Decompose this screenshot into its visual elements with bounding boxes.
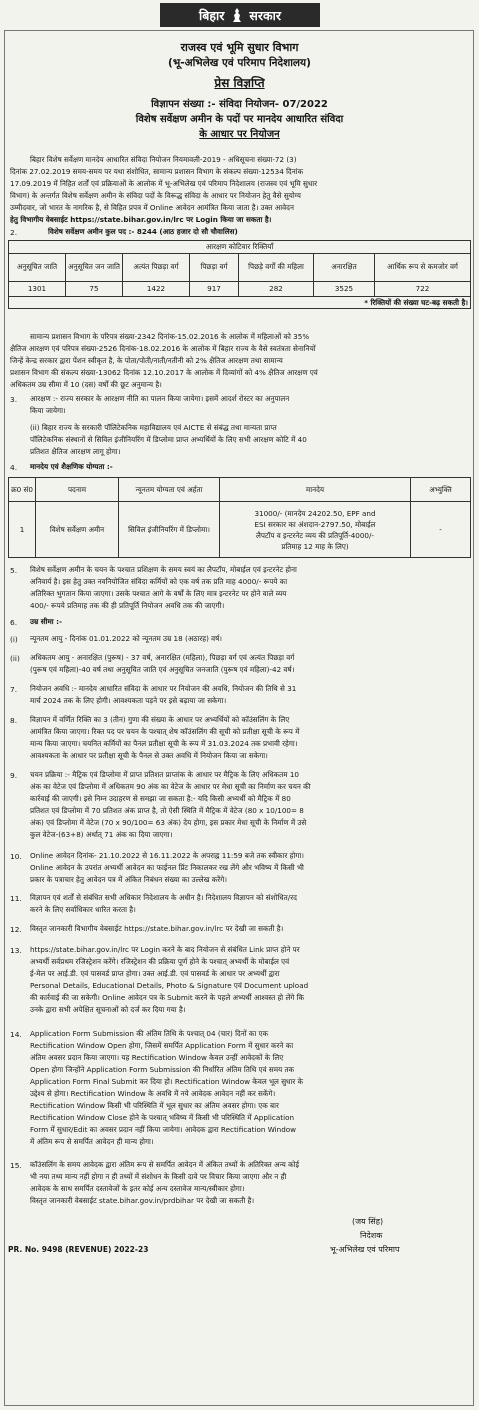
table-cell: 3525 xyxy=(314,281,375,296)
text-line: अतिरिक्त भुगतान किया जाएगा। उसके पश्चात आगे के वर्षों के लिए मात्र इन्टरनेट पर होने वाले व्यय xyxy=(30,589,287,598)
text-line: आमंत्रित किया जाएगा। रिक्त पद पर चयन के पश्चात् शेष कॉउंसलिंग की सूची को प्रतीक्षा सूची के रूप में xyxy=(30,727,300,736)
table-header: अभ्युक्ति xyxy=(411,478,471,502)
subject-line-1: विशेष सर्वेक्षण अमीन के पदों पर मानदेय आधारित संविदा xyxy=(135,114,344,125)
text-line: किया जायेगा। xyxy=(30,406,66,415)
table-header: अनुसूचित जाति xyxy=(9,253,66,281)
table-cell: 917 xyxy=(190,281,239,296)
text-line: सामान्य प्रशासन विभाग के परिपत्र संख्या-2342 दिनांक-15.02.2016 के आलोक में महिलाओं को 35% xyxy=(30,332,310,341)
item-number: 8. xyxy=(10,716,18,725)
table-cell: सिविल इंजीनियरिंग में डिप्लोमा। xyxy=(119,502,220,558)
item-number: 13. xyxy=(10,946,22,955)
table-header: अनारक्षित xyxy=(314,253,375,281)
text-line: प्रकार के पत्राचार हेतु आवेदन पत्र में अंकित निबंधन संख्या का उल्लेख करेंगे। xyxy=(30,875,228,884)
text-line: दिनांक 27.02.2019 समय-समय पर यथा संशोधित, सामान्य प्रशासन विभाग के संकल्प संख्या-12534 दिनांक xyxy=(10,167,304,176)
text-line: अधिकतम आयु - अनारक्षित (पुरूष) - 37 वर्ष, अनारक्षित (महिला), पिछड़ा वर्ग एवं अत्यंत पिछड़ा वर्ग xyxy=(30,653,295,662)
text-line: आरक्षण :- राज्य सरकार के आरक्षण नीति का पालन किया जायेगा। इसमें आदर्श रोस्टर का अनुपालन xyxy=(30,394,290,403)
table-cell: 1422 xyxy=(123,281,190,296)
text-line: अनिवार्य है। इस हेतु उक्त नवनियोजित संविदा कर्मियों को एक वर्ष तक प्रति माह 4000/- रूपये का xyxy=(30,577,288,586)
text-line: विभाग) के अन्तर्गत विशेष सर्वेक्षण अमीन के संविदा पदों के विरूद्ध संविदा के आधार पर नियोजन हेतु वैसे सुयोग्य xyxy=(10,191,301,200)
text-line: अंक का वेटेज एवं डिप्लोमा में अधिकतम 90 अंक का वेटेज के आधार पर मेधा सूची का निर्माण कर चयन की xyxy=(30,782,311,791)
government-masthead xyxy=(160,3,320,27)
text-line: आवश्यकता के आधार पर प्रतीक्षा सूची के पैनल से उक्त अवधि में नियोजन किया जा सकेगा। xyxy=(30,751,268,760)
text-line: क्षैतिज आरक्षण एवं परिपत्र संख्या-2526 दिनांक-18.02.2016 के आलोक में बिहार राज्य के वैसे स्वतंत्रता सेनानियों xyxy=(10,344,316,353)
masthead-left: बिहार xyxy=(199,7,225,23)
text-line: हेतु विभागीय वेबसाईट https://state.bihar.gov.in/lrc पर Login किया जा सकता है। xyxy=(10,215,272,224)
text-line: बिहार विशेष सर्वेक्षण मानदेय आधारित संविदा नियोजन नियमावली-2019 - अधिसूचना संख्या-72 (3) xyxy=(30,155,297,164)
text-line: अंतिम अवसर प्रदान किया जाएगा। यह Rectification Window केवल उन्हीं आवेदकों के लिए xyxy=(30,1053,284,1062)
sub-item-number: (i) xyxy=(10,635,18,644)
text-line: की कार्रवाई की जा सकेगी। Online आवेदन पत्र के Submit करने के पहले अभ्यर्थी आश्वस्त हो लेंगे कि xyxy=(30,993,305,1002)
text-line: उनके द्वारा सभी अपेक्षित सूचनाओं को दर्ज कर दिया गया है। xyxy=(30,1005,186,1014)
text-line: ESI सरकार का अंशदान-2797.50, मोबाईल xyxy=(254,519,376,529)
reservation-table xyxy=(8,240,471,309)
item-number: 9. xyxy=(10,771,18,780)
reservation-table-title: आरक्षण कोटिवार रिक्तियाँ xyxy=(9,241,471,254)
text-line: नियोजन अवधि :- मानदेय आधारित संविदा के आधार पर नियोजन की अवधि, नियोजन की तिथि से 31 xyxy=(30,684,297,693)
item-number: 12. xyxy=(10,925,22,934)
item-number: 2. xyxy=(10,228,18,237)
table-cell: 722 xyxy=(375,281,471,296)
item-number: 6. xyxy=(10,618,18,627)
directorate-title: (भू-अभिलेख एवं परिमाप निदेशालय) xyxy=(168,57,311,69)
text-line: Application Form Submission की अंतिम तिथि के पश्चात् 04 (चार) दिनों का एक xyxy=(30,1029,269,1038)
text-line: Personal Details, Educational Details, Photo & Signature एवं Document upload xyxy=(30,981,309,990)
text-line: (पुरूष एवं महिला)-40 वर्ष तथा अनुसूचित जाति एवं अनुसूचित जनजाति (पुरूष एवं महिला)-42 वर्ष। xyxy=(30,665,295,674)
text-line: Open होगा जिन्होंने Application Form Submission की निर्धारित अंतिम तिथि एवं समय तक xyxy=(30,1065,295,1074)
text-line: 400/- रूपये प्रतिमाह तक की ही प्रतिपूर्ति नियोजन अवधि तक की जाएगी। xyxy=(30,601,225,610)
item-number: 14. xyxy=(10,1030,22,1039)
text-line: प्रतिशत एवं डिप्लोमा में 70 प्रतिशत अंक प्राप्त है, तो ऐसी स्थिति में मैट्रिक में वेटेज (80 x 10/100= 8 xyxy=(30,806,304,815)
text-line: उम्मीदवार, जो भारत के नागरिक है, से विहित प्रपत्र में Online आवेदन आमंत्रित किया जाता है। उक्त आवेदन xyxy=(10,203,294,212)
table-cell: 75 xyxy=(66,281,123,296)
text-line: Rectification Window Close होने के पश्चात् भविष्य में किसी भी परिस्थिति में Application xyxy=(30,1113,295,1122)
table-header: पिछड़ा वर्ग xyxy=(190,253,239,281)
signatory-name: (जय सिंह) xyxy=(352,1217,384,1226)
text-line: उद्देश्य से होगा। Rectification Window के अवधि में नये आवेदक आवेदन नहीं कर सकेंगे। xyxy=(30,1089,276,1098)
item-number: 15. xyxy=(10,1161,22,1170)
text-line: Rectification Window Open होगा, जिसमें समर्पित Application Form में सुधार करने का xyxy=(30,1041,294,1050)
text-line: विज्ञापन में वर्णित रिक्ति का 3 (तीन) गुणा की संख्या के आधार पर अभ्यर्थियों को कॉउंसलिंग के लिए xyxy=(30,715,290,724)
text-line: विशेष सर्वेक्षण अमीन के चयन के पश्चात प्रशिक्षण के समय स्वयं का लैपटॉप, मोबाईल एवं इन्टरनेट होना xyxy=(30,565,297,574)
text-line: चयन प्रक्रिया :- मैट्रिक एवं डिप्लोमा में प्राप्त प्रतिशत प्राप्तांक के आधार पर मैट्रिक के लिए अधिकतम 10 xyxy=(30,770,300,779)
press-release-title: प्रेस विज्ञप्ति xyxy=(214,76,265,90)
text-line: जिन्हें केन्द्र सरकार द्वारा पेंशन स्वीकृत है, के पोता/पोती/नाती/नतीनी को 2% क्षैतिज आरक्षण तथा सामान्य xyxy=(10,356,283,365)
pay-qualification-table xyxy=(8,477,471,558)
table-cell: विशेष सर्वेक्षण अमीन xyxy=(36,502,119,558)
text-line: कार्रवाई की जाएगी। इसे निम्न उदाहरण से समझा जा सकता है:- यदि किसी अभ्यर्थी को मैट्रिक में 80 xyxy=(30,794,291,803)
text-line: https://state.bihar.gov.in/lrc पर Login करने के बाद नियोजन से संबंधित Link प्राप्त होने पर xyxy=(30,945,300,954)
text-line: विस्तृत जानकारी वेबसाईट state.bihar.gov.in/prdbihar पर देखी जा सकती है। xyxy=(30,1196,255,1205)
item-number: 10. xyxy=(10,852,22,861)
text-line: मान्य किया जाएगा। चयनित कर्मियों का पैनल प्रतीक्षा सूची के रूप में 31.03.2024 तक प्रभावी रहेगा। xyxy=(30,739,298,748)
table-header: पदनाम xyxy=(36,478,119,502)
text-line: अंक) एवं डिप्लोमा में वेटेज (70 x 90/100= 63 अंक) देय होगा, इस प्रकार मेधा सूची के निर्माण में उसे xyxy=(30,818,307,827)
table-cell: 1 xyxy=(9,502,36,558)
text-line: Form में सुधार/Edit का अवसर प्रदान नहीं किया जायेगा। आवेदक द्वारा Rectification Window xyxy=(30,1125,297,1134)
text-line: प्रतिशत क्षैतिज आरक्षण लागू होगा। xyxy=(30,447,121,456)
signatory-designation: निदेशक xyxy=(360,1231,383,1240)
pr-reference: PR. No. 9498 (REVENUE) 2022-23 xyxy=(8,1245,149,1254)
advertisement-number: विज्ञापन संख्या :- संविदा नियोजन- 07/2022 xyxy=(151,99,328,110)
text-line: कुल वेटेज-(63+8) अर्थात् 71 अंक का दिया जाएगा। xyxy=(30,830,173,839)
department-title: राजस्व एवं भूमि सुधार विभाग xyxy=(180,41,299,54)
text-line: आवेदक के साथ समर्पित दस्तावेजों के इतर कोई अन्य दस्तावेज मान्य/स्वीकार होगा। xyxy=(30,1184,245,1193)
text-line: मार्च 2024 तक के लिए होगी। आवश्यकता पड़ने पर इसे बढ़ाया जा सकेगा। xyxy=(30,696,227,705)
table-cell: - xyxy=(411,502,471,558)
table-header: मानदेय xyxy=(220,478,411,502)
table-header: न्यूनतम योग्यता एवं अर्हता xyxy=(119,478,220,502)
item-number: 3. xyxy=(10,395,18,404)
vacancy-note: * रिक्तियों की संख्या घट-बढ़ सकती है। xyxy=(9,296,471,309)
text-line: अधिकतम उम्र सीमा में 10 (दस) वर्षों की छूट अनुमान्य है। xyxy=(10,380,162,389)
table-header: आर्थिक रूप से कमजोर वर्ग xyxy=(375,253,471,281)
text-line: ई-मेल पर आई.डी. एवं पासवर्ड प्राप्त होगा। उक्त आई.डी. एवं पासवर्ड के आधार पर अभ्यर्थी द्वारा xyxy=(30,969,280,978)
text-line: Rectification Window किसी भी परिस्थिति में भूल सुधार का अंतिम अवसर होगा। एक बार xyxy=(30,1101,279,1110)
text-line: 31000/- (मानदेय 24202.50, EPF and xyxy=(254,508,376,518)
text-line: 17.09.2019 में निहित शर्तों एवं प्रक्रियाओं के आलोक में भू-अभिलेख एवं परिमाप निदेशालय (राजस्व एवं भूमि सुधार xyxy=(10,179,318,188)
table-cell: 1301 xyxy=(9,281,66,296)
table-header: क्र0 सं0 xyxy=(9,478,36,502)
text-line: पॉलिटेकनिक संस्थानों से सिविल इंजीनियरिंग में डिप्लोमा प्राप्त अभ्यर्थियों के लिए सभी आरक्षण कोटि में 40 xyxy=(30,435,307,444)
text-line: (ii) बिहार राज्य के सरकारी पॉलिटेकनिक महाविद्यालय एवं AICTE से संबंद्ध तथा मान्यता प्राप्त xyxy=(30,423,277,432)
text-line: Application Form Final Submit कर दिया हो। Rectification Window केवल भूल सुधार के xyxy=(30,1077,304,1086)
text-line: Online आवेदन दिनांक- 21.10.2022 से 16.11.2022 के अपराह्न 11:59 बजे तक स्वीकार होगा। xyxy=(30,851,304,860)
text-line: प्रतिमाह 12 माह के लिए) xyxy=(281,541,349,551)
table-cell: 282 xyxy=(239,281,314,296)
table-header: अत्यंत पिछड़ा वर्ग xyxy=(123,253,190,281)
subject-line-2: के आधार पर नियोजन xyxy=(199,129,280,140)
text-line: प्रशासन विभाग की संकल्प संख्या-13062 दिनांक 12.10.2017 के आलोक में दिव्यांगों को 4% क्षैतिज आरक्षण एवं xyxy=(10,368,318,377)
text-line: अभ्यर्थी सर्वप्रथम रजिस्ट्रेशन करेंगे। रजिस्ट्रेशन की प्रक्रिया पूर्ण होने के पश्चात् अभ्यर्थी के मोबाईल एवं xyxy=(30,957,290,966)
masthead-right: सरकार xyxy=(249,7,281,23)
section-heading: उम्र सीमा :- xyxy=(30,617,62,626)
text-line: विस्तृत जानकारी विभागीय वेबसाईट https://state.bihar.gov.in/lrc पर देखी जा सकती है। xyxy=(30,924,284,933)
text-line: Online आवेदन के उपरांत अभ्यर्थी आवेदन का फाईनल प्रिंट निकालकर रख लेंगे और भविष्य में किसी भी xyxy=(30,863,304,872)
state-emblem-icon xyxy=(230,7,243,24)
section-heading: मानदेय एवं शैक्षणिक योग्यता :- xyxy=(30,462,113,471)
text-line: कॉउंसलिंग के समय आवेदक द्वारा अंतिम रूप से समर्पित आवेदन में अंकित तथ्यों के अतिरिक्त अन्य कोई xyxy=(30,1160,300,1169)
text-line: विज्ञापन एवं शर्तों से संबंधित सभी अधिकार निदेशालय के अधीन है। निदेशालय विज्ञापन को संशोधित/रद xyxy=(30,893,297,902)
total-posts: विशेष सर्वेक्षण अमीन कुल पद :- 8244 (आठ हजार दो सौ चौवालिस) xyxy=(48,227,238,236)
table-header: पिछड़े वर्गों की महिला xyxy=(239,253,314,281)
signatory-office: भू-अभिलेख एवं परिमाप xyxy=(330,1245,400,1254)
item-number: 4. xyxy=(10,463,18,472)
item-number: 5. xyxy=(10,566,18,575)
pay-cell xyxy=(220,502,411,558)
item-number: 11. xyxy=(10,894,22,903)
table-header: अनुसूचित जन जाति xyxy=(66,253,123,281)
text-line: करने के लिए सर्वाधिकार धारित करता है। xyxy=(30,905,136,914)
text-line: लैपटॉप व इन्टरनेट व्यय की प्रतिपूर्ति-4000/- xyxy=(255,530,375,540)
text-line: में अंतिम रूप से समर्पित आवेदन ही मान्य होगा। xyxy=(30,1137,154,1146)
sub-item-number: (ii) xyxy=(10,654,20,663)
text-line: न्यूनतम आयु - दिनांक 01.01.2022 को न्यूनतम उम्र 18 (अठारह) वर्ष। xyxy=(30,634,223,643)
text-line: भी नया तथ्य मान्य नहीं होगा न ही तथ्यों में संशोधन के किसी दावे पर विचार किया जाएगा और न ही xyxy=(30,1172,287,1181)
item-number: 7. xyxy=(10,685,18,694)
